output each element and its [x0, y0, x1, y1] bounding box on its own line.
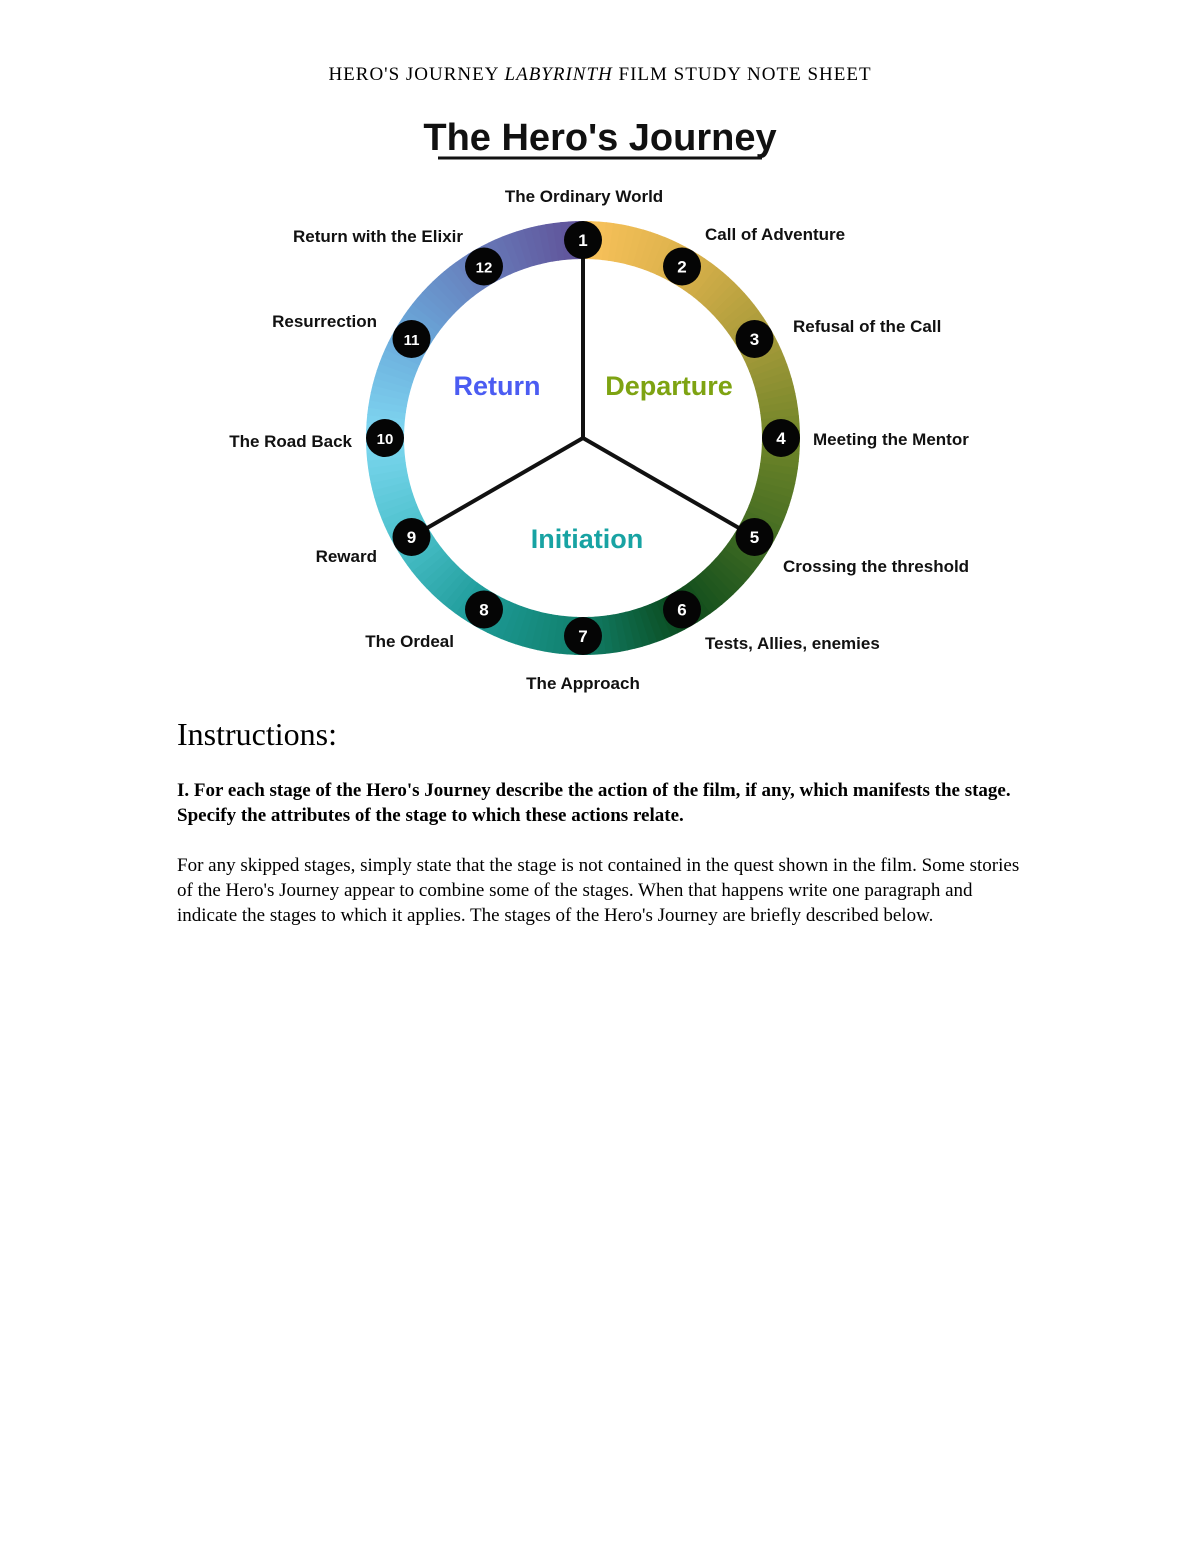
ring-segment: [644, 250, 652, 253]
stage-label-1: The Ordinary World: [504, 187, 664, 206]
ring-segment: [397, 505, 400, 512]
page-header: [0, 64, 1200, 86]
ring-segment: [521, 626, 529, 628]
ring-segment: [778, 404, 779, 412]
stage-label-6: Tests, Allies, enemies: [705, 634, 880, 653]
ring-segment: [395, 369, 398, 377]
ring-segment: [541, 631, 549, 633]
ring-segment: [386, 409, 387, 417]
stage-number: 4: [776, 429, 786, 448]
ring-segment: [431, 305, 436, 311]
ring-segment: [771, 377, 773, 385]
ring-segment: [386, 458, 387, 466]
stage-number: 5: [749, 528, 760, 547]
instructions-bold-paragraph: I. For each stage of the Hero's Journey describe the action of the film, if any, which manifests the stage. Specify the attributes of the stage to which these actions relate.: [177, 780, 1011, 826]
ring-segment: [729, 565, 734, 571]
ring-segment: [399, 357, 402, 364]
ring-segment: [427, 310, 432, 316]
ring-segment: [450, 584, 456, 589]
ring-segment: [631, 246, 639, 248]
ring-segment: [502, 618, 509, 621]
stage-marker-8: [465, 591, 503, 629]
ring-segment: [699, 278, 705, 283]
ring-segment: [735, 311, 740, 317]
stage-marker-12: [465, 248, 503, 286]
stage-number: 7: [578, 627, 588, 646]
ring-segment: [431, 564, 436, 570]
stage-marker-3: [736, 320, 774, 358]
ring-segment: [514, 624, 522, 627]
stage-label-7: The Approach: [526, 674, 640, 693]
stage-number: 3: [749, 330, 760, 349]
ring-segment: [769, 499, 772, 507]
ring-segment: [535, 244, 543, 246]
stage-label-10: The Road Back: [229, 432, 352, 451]
stage-label-4: Meeting the Mentor: [813, 430, 969, 449]
ring-segment: [611, 242, 619, 243]
stage-label-2: Call of Adventure: [705, 225, 846, 244]
ring-segment: [387, 465, 388, 473]
ring-segment: [528, 246, 536, 248]
ring-segment: [460, 593, 466, 598]
phase-label-return: Return: [453, 371, 541, 401]
stage-number: 1: [578, 231, 588, 250]
stage-marker-2: [663, 248, 701, 286]
ring-segment: [527, 628, 535, 630]
ring-segment: [603, 634, 611, 635]
ring-segment: [441, 295, 447, 301]
ring-segment: [643, 624, 651, 627]
stage-marker-11: [393, 320, 431, 358]
instructions-paragraph: For any skipped stages, simply state that the stage is not contained in the quest shown in the film. Some stories of the Hero's Journey appear to combine some of the stages. When that happens write one paragraph and indicate the stages to which it applies. The stages of the Hero's Journey are briefly described below.: [177, 855, 1020, 926]
ring-segment: [710, 286, 716, 291]
ring-segment: [522, 247, 530, 249]
ring-segment: [604, 241, 612, 242]
diagram-title: The Hero's Journey: [423, 117, 777, 159]
ring-segment: [391, 485, 393, 493]
header-prefix: HERO'S JOURNEY: [328, 64, 499, 85]
stage-label-3: Refusal of the Call: [793, 317, 942, 336]
ring-segment: [387, 403, 388, 411]
stage-number: 12: [475, 259, 493, 277]
ring-segment: [657, 254, 664, 257]
stage-label-5: Crossing the threshold: [783, 557, 970, 576]
ring-segment: [445, 580, 451, 585]
heros-journey-diagram: [200, 105, 1000, 705]
ring-segment: [638, 248, 646, 250]
ring-segment: [392, 492, 394, 500]
ring-segment: [769, 370, 772, 378]
ring-segment: [397, 363, 400, 370]
stage-number: 11: [403, 332, 420, 349]
ring-segment: [456, 281, 462, 286]
ring-segment: [502, 254, 509, 257]
ring-segment: [771, 493, 773, 501]
stage-label-12: Return with the Elixir: [292, 227, 463, 246]
ring-segment: [623, 630, 631, 632]
stage-label-9: Reward: [315, 547, 377, 566]
phase-divider-line: [412, 438, 584, 537]
ring-segment: [725, 570, 730, 576]
ring-segment: [779, 459, 780, 467]
ring-segment: [542, 243, 550, 245]
ring-segment: [779, 410, 780, 418]
stage-marker-7: [564, 617, 602, 655]
ring-segment: [616, 632, 624, 634]
ring-segment: [549, 242, 557, 243]
ring-segment: [720, 576, 726, 582]
ring-segment: [739, 316, 744, 322]
phase-divider-line: [583, 438, 755, 537]
ring-segment: [389, 389, 391, 397]
stage-marker-6: [663, 591, 701, 629]
ring-segment: [461, 277, 467, 282]
stage-marker-1: [564, 221, 602, 259]
journey-diagram-svg: [200, 105, 1000, 705]
ring-segment: [388, 471, 390, 479]
ring-segment: [391, 382, 393, 390]
ring-segment: [555, 241, 563, 242]
ring-segment: [610, 633, 618, 634]
stage-number: 9: [406, 528, 417, 547]
ring-segment: [455, 589, 461, 594]
ring-segment: [777, 397, 779, 405]
stage-number: 10: [376, 431, 394, 448]
ring-segment: [709, 585, 715, 590]
ring-segment: [715, 291, 721, 296]
stage-number: 8: [479, 600, 489, 620]
ring-segment: [436, 300, 441, 306]
ring-segment: [548, 633, 556, 634]
ring-segment: [705, 282, 711, 287]
stage-number: 2: [677, 257, 687, 277]
ring-segment: [515, 249, 523, 252]
phase-label-departure: Departure: [605, 371, 733, 401]
ring-segment: [721, 296, 727, 302]
stage-label-8: The Ordeal: [365, 632, 454, 651]
ring-segment: [763, 512, 766, 519]
phase-label-initiation: Initiation: [530, 524, 644, 554]
header-suffix: FILM STUDY NOTE SHEET: [618, 64, 872, 85]
ring-segment: [508, 621, 515, 624]
ring-segment: [637, 626, 645, 628]
ring-segment: [651, 252, 658, 255]
stage-label-11: Resurrection: [272, 312, 377, 331]
stage-marker-10: [366, 419, 404, 457]
stage-marker-4: [762, 419, 800, 457]
ring-segment: [734, 560, 739, 566]
ring-segment: [650, 622, 657, 625]
stage-marker-9: [393, 518, 431, 556]
ring-segment: [534, 630, 542, 632]
ring-segment: [773, 486, 775, 494]
ring-segment: [730, 306, 735, 312]
ring-segment: [738, 554, 743, 560]
ring-segment: [624, 244, 632, 246]
ring-segment: [617, 243, 625, 245]
ring-segment: [776, 472, 778, 480]
stage-marker-5: [736, 518, 774, 556]
ring-segment: [389, 478, 391, 486]
ring-segment: [388, 396, 390, 404]
ring-segment: [423, 315, 428, 321]
ring-segment: [509, 252, 516, 255]
ring-segment: [715, 580, 721, 585]
ring-segment: [422, 554, 427, 560]
ring-segment: [767, 364, 770, 371]
ring-segment: [393, 376, 395, 384]
ring-segment: [725, 300, 730, 306]
ring-segment: [775, 390, 777, 398]
ring-segment: [778, 466, 779, 474]
ring-segment: [435, 570, 440, 576]
ring-segment: [656, 619, 663, 622]
ring-segment: [554, 634, 562, 635]
stage-number: 6: [677, 600, 687, 620]
ring-segment: [451, 286, 457, 291]
header-film-title: LABYRINTH: [504, 64, 613, 85]
ring-segment: [699, 594, 705, 599]
ring-segment: [630, 628, 638, 630]
ring-segment: [426, 559, 431, 565]
ring-segment: [445, 290, 451, 295]
ring-segment: [394, 498, 397, 506]
ring-segment: [773, 383, 775, 391]
ring-segment: [766, 506, 769, 513]
ring-segment: [764, 357, 767, 364]
ring-segment: [704, 590, 710, 595]
ring-segment: [440, 575, 446, 581]
ring-segment: [775, 479, 777, 487]
ring-segment: [399, 511, 402, 518]
instructions-heading: Instructions:: [177, 716, 337, 752]
